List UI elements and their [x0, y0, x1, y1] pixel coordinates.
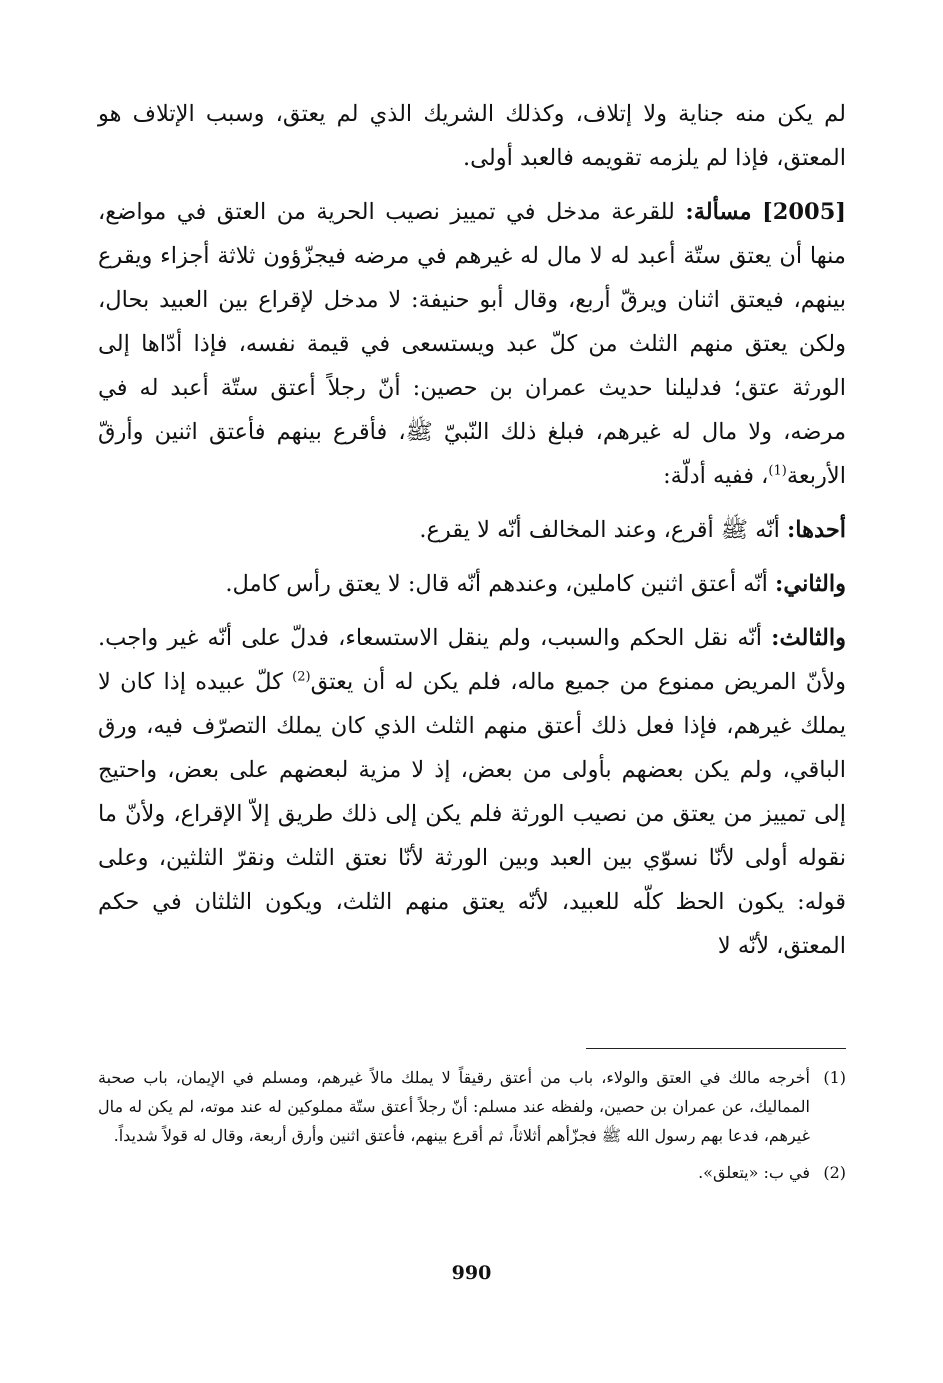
footnote-number: (1) — [823, 1068, 846, 1087]
footnote-divider — [586, 1048, 846, 1049]
paragraph-text: أنّه نقل الحكم والسبب، ولم ينقل الاستسعاء، فدلّ على أنّه غير واجب. ولأنّ المريض ممنوع من جميع ماله، فلم يكن له أن يعتق — [98, 625, 846, 695]
footnote-text: في ب: «يتعلق». — [698, 1163, 810, 1182]
paragraph-text: أنّه ﷺ أقرع، وعند المخالف أنّه لا يقرع. — [419, 517, 780, 543]
footnote-2 — [98, 1158, 846, 1187]
paragraph-second-evidence — [98, 562, 846, 606]
footnote-text: أخرجه مالك في العتق والولاء، باب من أعتق رقيقاً لا يملك مالاً غيرهم، ومسلم في الإيمان، باب صحبة المماليك، عن عمران بن حصين، ولفظه عند مسلم: أنّ رجلاً أعتق ستّة مملوكين له عند موته، لم يكن له مال غيرهم، فدعا بهم رسول الله ﷺ فجزّأهم أثلاثاً، ثم أقرع بينهم، فأعتق اثنين وأرق أربعة، وقال له قولاً شديداً. — [98, 1068, 811, 1145]
paragraph-first-evidence — [98, 508, 846, 552]
evidence-label-third: والثالث: — [771, 625, 847, 651]
paragraph-text: لم يكن منه جناية ولا إتلاف، وكذلك الشريك الذي لم يعتق، وسبب الإتلاف هو المعتق، فإذا لم يلزمه تقويمه فالعبد أولى. — [98, 101, 846, 171]
main-text — [98, 92, 846, 968]
paragraph-text-tail: ، ففيه أدلّة: — [663, 463, 769, 489]
paragraph-text-continued: كلّ عبيده إذا كان لا يملك غيرهم، فإذا فعل ذلك أعتق منهم الثلث الذي كان يملك التصرّف فيه، ورق الباقي، ولم يكن بعضهم بأولى من بعض، إذ لا مزية لبعضهم على بعض، واحتيج إلى تمييز من يعتق من نصيب الورثة فلم يكن إلى ذلك طريق إلاّ الإقراع، ولأنّ ما نقوله أولى لأنّا نسوّي بين العبد وبين الورثة لأنّا نعتق الثلث ونقرّ الثلثين، وعلى قوله: يكون الحظ كلّه للعبيد، لأنّه يعتق منهم الثلث، ويكون الثلثان في حكم المعتق، لأنّه لا — [98, 669, 846, 959]
evidence-label-second: والثاني: — [775, 571, 846, 597]
paragraph-continuation — [98, 92, 846, 180]
page-number: 990 — [451, 1262, 492, 1284]
paragraph-text: أنّه أعتق اثنين كاملين، وعندهم أنّه قال: لا يعتق رأس كامل. — [225, 571, 768, 597]
issue-label: مسألة: — [685, 199, 752, 225]
footnote-ref-1[interactable]: (1) — [768, 463, 787, 479]
footnote-number: (2) — [823, 1163, 846, 1182]
footnote-ref-2[interactable]: (2) — [292, 669, 311, 685]
paragraph-third-evidence — [98, 616, 846, 968]
paragraph-issue-2005 — [98, 190, 846, 498]
footnotes — [98, 1048, 846, 1195]
issue-number: [2005] — [762, 199, 847, 225]
paragraph-text: للقرعة مدخل في تمييز نصيب الحرية من العتق في مواضع، منها أن يعتق ستّة أعبد له لا مال له غيرهم في مرضه فيجزّؤون ثلاثة أجزاء ويقرع بينهم، فيعتق اثنان ويرقّ أربع، وقال أبو حنيفة: لا مدخل لإقراع بين العبيد بحال، ولكن يعتق منهم الثلث من كلّ عبد ويستسعى في قيمة نفسه، فإذا أدّاها إلى الورثة عتق؛ فدليلنا حديث عمران بن حصين: أنّ رجلاً أعتق ستّة أعبد له في مرضه، ولا مال له غيرهم، فبلغ ذلك النّبيّ ﷺ، فأقرع بينهم فأعتق اثنين وأرقّ الأربعة — [98, 199, 846, 489]
footnote-1 — [98, 1063, 846, 1150]
evidence-label-first: أحدها: — [787, 517, 846, 543]
